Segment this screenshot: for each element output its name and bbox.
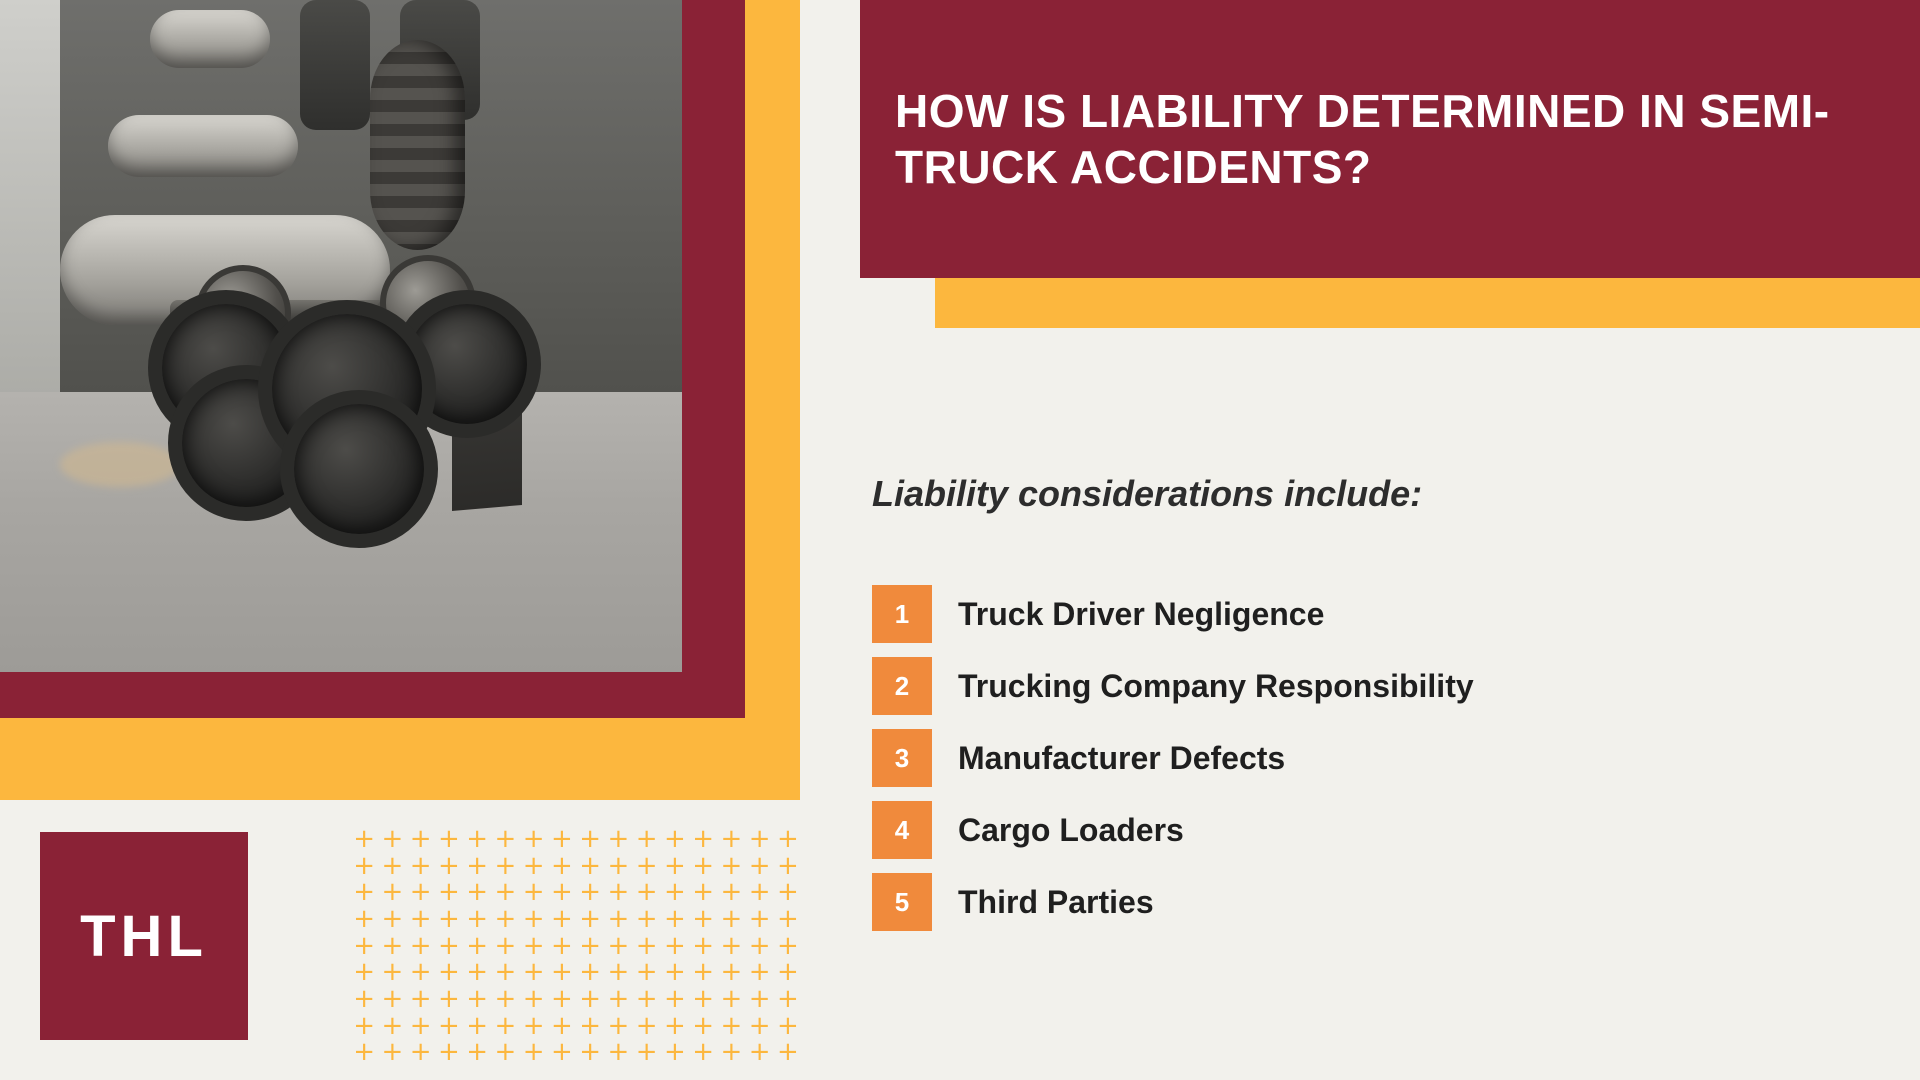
plus-icon: + xyxy=(437,850,460,881)
plus-icon: + xyxy=(635,1010,658,1041)
plus-icon: + xyxy=(409,1037,432,1068)
plus-icon: + xyxy=(353,850,376,881)
list-item-label: Cargo Loaders xyxy=(958,811,1184,848)
plus-icon: + xyxy=(437,1037,460,1068)
plus-icon: + xyxy=(437,983,460,1014)
plus-icon: + xyxy=(437,1010,460,1041)
plus-icon: + xyxy=(522,930,545,961)
list-item xyxy=(872,657,1872,715)
plus-icon: + xyxy=(692,1037,715,1068)
plus-icon: + xyxy=(692,903,715,934)
plus-icon: + xyxy=(748,903,771,934)
plus-icon: + xyxy=(663,877,686,908)
plus-icon: + xyxy=(522,903,545,934)
drum-icon xyxy=(300,0,370,130)
plus-icon: + xyxy=(720,957,743,988)
plus-pattern-decoration xyxy=(350,826,802,1066)
plus-icon: + xyxy=(494,930,517,961)
plus-icon: + xyxy=(692,850,715,881)
title-banner xyxy=(860,0,1920,278)
plus-icon: + xyxy=(692,957,715,988)
plus-icon: + xyxy=(579,903,602,934)
plus-icon: + xyxy=(579,957,602,988)
plus-icon: + xyxy=(409,983,432,1014)
plus-icon: + xyxy=(381,957,404,988)
tire-icon xyxy=(280,390,438,548)
plus-icon: + xyxy=(494,983,517,1014)
plus-icon: + xyxy=(607,983,630,1014)
plus-icon: + xyxy=(663,1037,686,1068)
plus-icon: + xyxy=(635,850,658,881)
plus-icon: + xyxy=(466,1037,489,1068)
plus-icon: + xyxy=(579,930,602,961)
plus-icon: + xyxy=(522,983,545,1014)
plus-icon: + xyxy=(409,957,432,988)
plus-icon: + xyxy=(748,983,771,1014)
plus-icon: + xyxy=(692,1010,715,1041)
plus-icon: + xyxy=(663,983,686,1014)
plus-icon: + xyxy=(663,957,686,988)
plus-icon: + xyxy=(776,983,799,1014)
plus-icon: + xyxy=(409,1010,432,1041)
logo-text: THL xyxy=(80,903,208,969)
plus-icon: + xyxy=(437,957,460,988)
list-item-number: 4 xyxy=(872,801,932,859)
list-item xyxy=(872,585,1872,643)
plus-icon: + xyxy=(607,824,630,854)
plus-icon: + xyxy=(381,903,404,934)
plus-icon: + xyxy=(466,877,489,908)
plus-icon: + xyxy=(663,903,686,934)
plus-icon: + xyxy=(748,824,771,854)
plus-icon: + xyxy=(607,877,630,908)
plus-icon: + xyxy=(494,1037,517,1068)
plus-icon: + xyxy=(579,850,602,881)
plus-icon: + xyxy=(381,983,404,1014)
plus-icon: + xyxy=(550,1010,573,1041)
liability-list xyxy=(872,585,1872,945)
plus-icon: + xyxy=(720,1010,743,1041)
plus-icon: + xyxy=(353,877,376,908)
plus-icon: + xyxy=(776,824,799,854)
plus-icon: + xyxy=(692,930,715,961)
plus-icon: + xyxy=(550,930,573,961)
plus-icon: + xyxy=(579,983,602,1014)
plus-icon: + xyxy=(494,1010,517,1041)
list-item-number: 1 xyxy=(872,585,932,643)
plus-icon: + xyxy=(466,824,489,854)
plus-icon: + xyxy=(776,903,799,934)
plus-icon: + xyxy=(381,1010,404,1041)
plus-icon: + xyxy=(692,877,715,908)
plus-icon: + xyxy=(409,850,432,881)
plus-icon: + xyxy=(550,983,573,1014)
plus-icon: + xyxy=(494,850,517,881)
plus-icon: + xyxy=(550,877,573,908)
list-item xyxy=(872,729,1872,787)
plus-icon: + xyxy=(522,1010,545,1041)
plus-icon: + xyxy=(635,877,658,908)
plus-icon: + xyxy=(579,1010,602,1041)
plus-icon: + xyxy=(776,957,799,988)
plus-icon: + xyxy=(720,1037,743,1068)
list-item-number: 2 xyxy=(872,657,932,715)
plus-icon: + xyxy=(466,983,489,1014)
plus-icon: + xyxy=(720,877,743,908)
plus-icon: + xyxy=(353,1037,376,1068)
plus-icon: + xyxy=(466,850,489,881)
plus-icon: + xyxy=(494,957,517,988)
plus-icon: + xyxy=(579,1037,602,1068)
plus-icon: + xyxy=(381,1037,404,1068)
plus-icon: + xyxy=(550,850,573,881)
plus-icon: + xyxy=(692,983,715,1014)
plus-icon: + xyxy=(663,850,686,881)
plus-icon: + xyxy=(663,1010,686,1041)
plus-icon: + xyxy=(720,930,743,961)
plus-icon: + xyxy=(748,1010,771,1041)
air-bellow-icon xyxy=(370,40,465,250)
plus-icon: + xyxy=(522,957,545,988)
plus-icon: + xyxy=(353,903,376,934)
plus-icon: + xyxy=(776,930,799,961)
plus-icon: + xyxy=(720,824,743,854)
plus-icon: + xyxy=(748,957,771,988)
plus-icon: + xyxy=(720,850,743,881)
plus-icon: + xyxy=(522,1037,545,1068)
plus-icon: + xyxy=(607,930,630,961)
plus-icon: + xyxy=(409,877,432,908)
plus-icon: + xyxy=(607,903,630,934)
plus-icon: + xyxy=(550,957,573,988)
plus-icon: + xyxy=(466,1010,489,1041)
plus-icon: + xyxy=(381,877,404,908)
plus-icon: + xyxy=(550,824,573,854)
plus-icon: + xyxy=(437,903,460,934)
plus-icon: + xyxy=(522,877,545,908)
plus-icon: + xyxy=(663,930,686,961)
yellow-underline-bar xyxy=(935,278,1920,328)
plus-icon: + xyxy=(437,824,460,854)
plus-icon: + xyxy=(466,903,489,934)
list-item xyxy=(872,873,1872,931)
air-tank-icon xyxy=(150,10,270,68)
truck-accident-photo xyxy=(0,0,682,672)
plus-icon: + xyxy=(635,930,658,961)
plus-icon: + xyxy=(776,877,799,908)
plus-icon: + xyxy=(635,957,658,988)
plus-icon: + xyxy=(692,824,715,854)
plus-icon: + xyxy=(748,1037,771,1068)
plus-icon: + xyxy=(353,1010,376,1041)
plus-icon: + xyxy=(776,1010,799,1041)
list-item xyxy=(872,801,1872,859)
plus-icon: + xyxy=(748,930,771,961)
plus-icon: + xyxy=(579,877,602,908)
list-item-label: Third Parties xyxy=(958,883,1154,920)
plus-icon: + xyxy=(607,1010,630,1041)
plus-icon: + xyxy=(607,957,630,988)
plus-icon: + xyxy=(748,850,771,881)
plus-icon: + xyxy=(381,930,404,961)
plus-icon: + xyxy=(437,930,460,961)
plus-icon: + xyxy=(494,903,517,934)
plus-icon: + xyxy=(720,903,743,934)
logo xyxy=(40,832,248,1040)
plus-icon: + xyxy=(466,957,489,988)
plus-icon: + xyxy=(353,824,376,854)
plus-icon: + xyxy=(494,877,517,908)
plus-icon: + xyxy=(353,930,376,961)
plus-icon: + xyxy=(522,850,545,881)
plus-icon: + xyxy=(663,824,686,854)
plus-icon: + xyxy=(635,1037,658,1068)
list-item-label: Truck Driver Negligence xyxy=(958,595,1325,632)
plus-icon: + xyxy=(466,930,489,961)
plus-icon: + xyxy=(776,1037,799,1068)
plus-icon: + xyxy=(381,850,404,881)
plus-icon: + xyxy=(522,824,545,854)
plus-icon: + xyxy=(353,957,376,988)
plus-icon: + xyxy=(720,983,743,1014)
plus-icon: + xyxy=(409,930,432,961)
air-tank-icon xyxy=(108,115,298,177)
plus-icon: + xyxy=(635,824,658,854)
list-item-label: Trucking Company Responsibility xyxy=(958,667,1474,704)
plus-icon: + xyxy=(748,877,771,908)
plus-icon: + xyxy=(409,824,432,854)
plus-icon: + xyxy=(607,1037,630,1068)
plus-icon: + xyxy=(381,824,404,854)
plus-icon: + xyxy=(353,983,376,1014)
plus-icon: + xyxy=(635,983,658,1014)
plus-icon: + xyxy=(635,903,658,934)
plus-icon: + xyxy=(409,903,432,934)
plus-icon: + xyxy=(776,850,799,881)
plus-icon: + xyxy=(607,850,630,881)
plus-icon: + xyxy=(494,824,517,854)
left-image-composition xyxy=(0,0,800,800)
page-title: HOW IS LIABILITY DETERMINED IN SEMI-TRUCK ACCIDENTS? xyxy=(895,84,1830,193)
list-item-number: 5 xyxy=(872,873,932,931)
plus-icon: + xyxy=(550,1037,573,1068)
list-item-label: Manufacturer Defects xyxy=(958,739,1286,776)
list-item-number: 3 xyxy=(872,729,932,787)
plus-icon: + xyxy=(550,903,573,934)
subheading: Liability considerations include: xyxy=(872,473,1423,514)
plus-icon: + xyxy=(437,877,460,908)
plus-icon: + xyxy=(579,824,602,854)
